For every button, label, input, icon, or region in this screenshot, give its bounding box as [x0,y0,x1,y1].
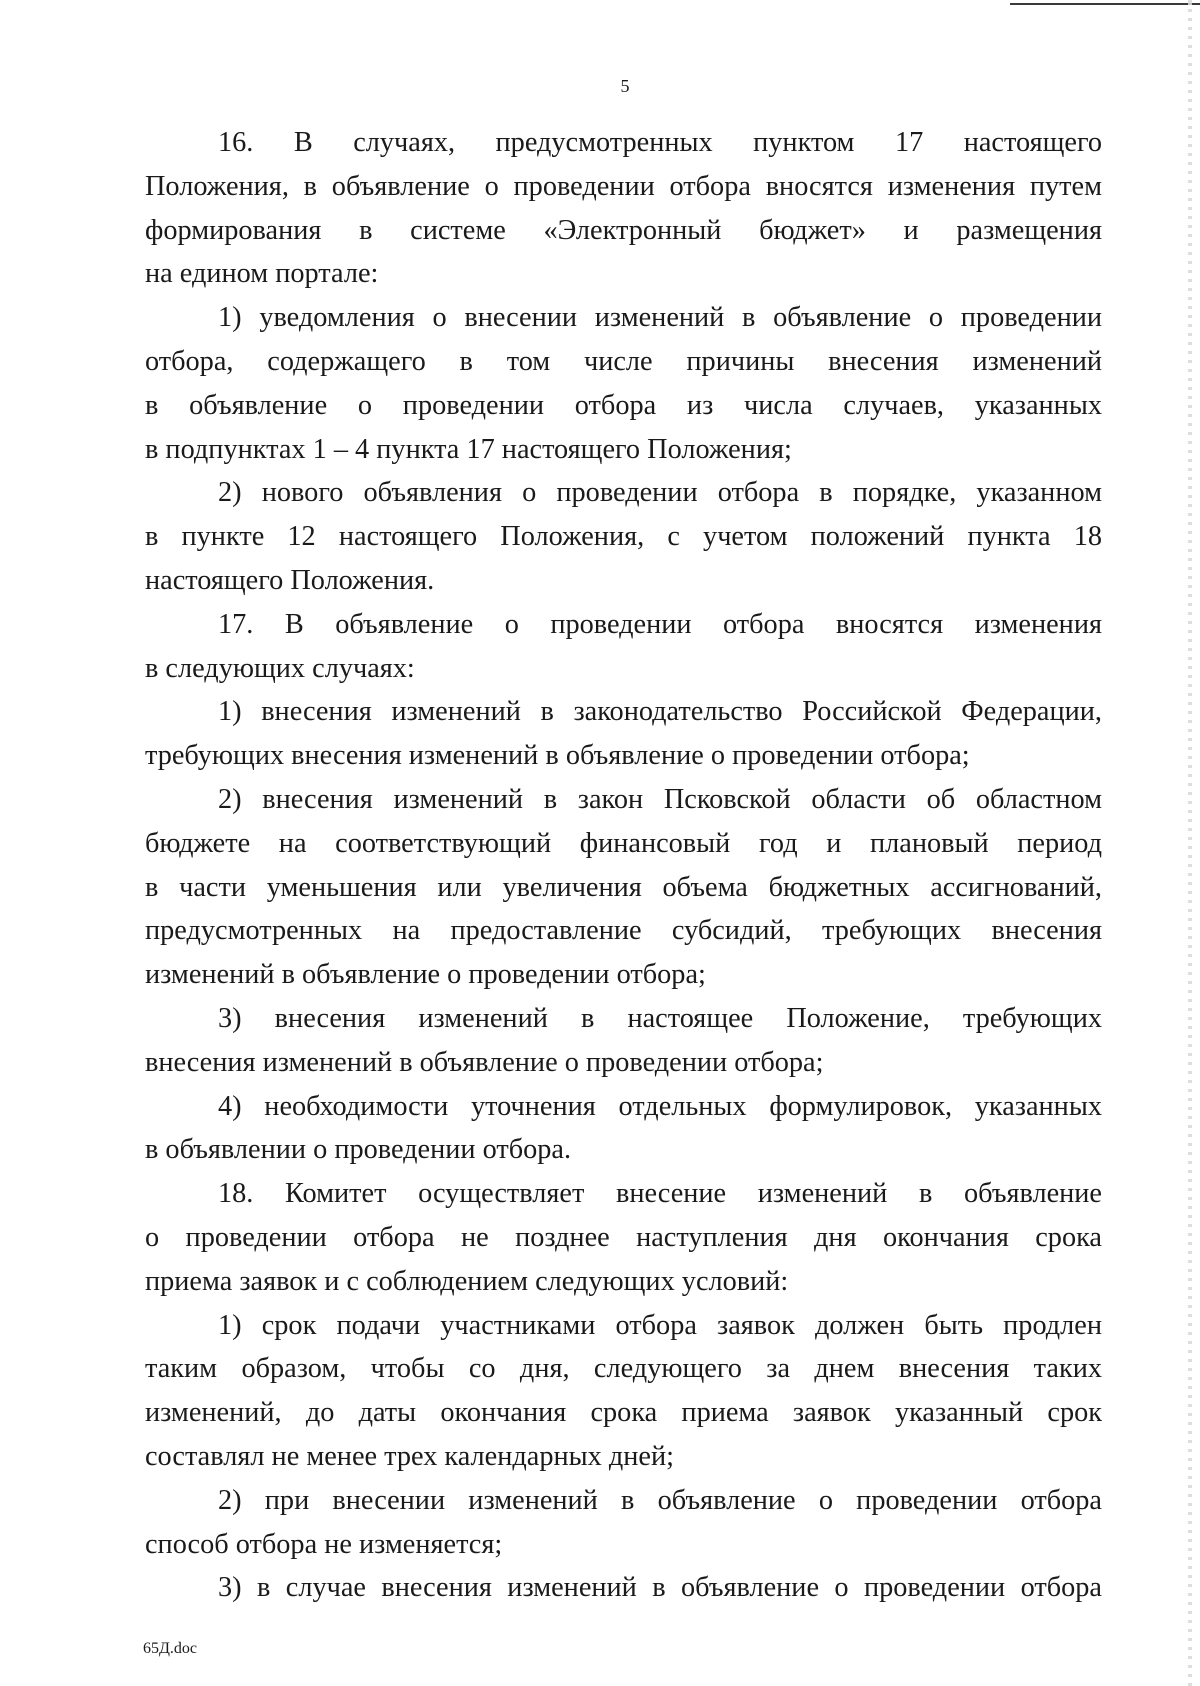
paragraph-line: способ отбора не изменяется; [145,1528,503,1560]
paragraph-line: изменений в объявление о проведении отбора; [145,959,706,991]
paragraph-line: формирования в системе «Электронный бюджет» и размещения [145,214,1102,246]
paragraph-line: приема заявок и с соблюдением следующих условий: [145,1265,789,1297]
paragraph [145,690,1102,778]
paragraph-line: внесения изменений в объявление о проведении отбора; [145,1046,824,1078]
paragraph-line: изменений, до даты окончания срока приема заявок указанный срок [145,1397,1102,1429]
paragraph-line: 2) внесения изменений в закон Псковской области об областном [218,783,1102,815]
page-number: 5 [620,76,630,96]
paragraph-line: 3) внесения изменений в настоящее Положение, требующих [218,1002,1102,1034]
paragraph-line: Положения, в объявление о проведении отбора вносятся изменения путем [145,170,1102,202]
paragraph-line: 1) уведомления о внесении изменений в объявление о проведении [218,302,1102,334]
paragraph [145,1479,1102,1567]
scan-edge-right-noise [1188,0,1192,1686]
paragraph-line: 2) при внесении изменений в объявление о проведении отбора [218,1484,1102,1516]
paragraph-line: составлял не менее трех календарных дней; [145,1440,674,1472]
paragraph-line: 1) внесения изменений в законодательство Российской Федерации, [218,696,1102,728]
paragraph-line: 16. В случаях, предусмотренных пунктом 17 настоящего [218,127,1102,158]
paragraph-line: требующих внесения изменений в объявление о проведении отбора; [145,740,970,772]
paragraph-line: в части уменьшения или увеличения объема бюджетных ассигнований, [145,871,1102,903]
paragraph-line: в пункте 12 настоящего Положения, с учетом положений пункта 18 [145,521,1102,553]
paragraph-line: в следующих случаях: [145,652,415,684]
paragraph [145,1085,1102,1173]
paragraph-line: 4) необходимости уточнения отдельных формулировок, указанных [218,1090,1102,1122]
paragraph [145,778,1102,997]
paragraph-line: таким образом, чтобы со дня, следующего за днем внесения таких [145,1353,1102,1385]
paragraph [145,471,1102,602]
paragraph [145,997,1102,1085]
paragraph-line: 17. В объявление о проведении отбора вносятся изменения [218,608,1102,640]
paragraph [145,1304,1102,1479]
paragraph [145,1172,1102,1303]
paragraph [145,296,1102,471]
scan-edge-top-line [1010,3,1200,5]
paragraph [145,603,1102,691]
paragraph [145,121,1102,296]
paragraph-line: бюджете на соответствующий финансовый год и плановый период [145,827,1102,859]
paragraph-line: в объявлении о проведении отбора. [145,1134,572,1166]
paragraph-line: 3) в случае внесения изменений в объявление о проведении отбора [218,1572,1102,1604]
paragraph-line: о проведении отбора не позднее наступления дня окончания срока [145,1221,1102,1253]
paragraph-line: на едином портале: [145,258,379,290]
paragraph-line: настоящего Положения. [145,564,435,596]
paragraph-line: предусмотренных на предоставление субсидий, требующих внесения [145,915,1102,947]
paragraph-line: 2) нового объявления о проведении отбора в порядке, указанном [218,477,1102,509]
paragraph [145,1566,1102,1610]
paragraph-line: в подпунктах 1 – 4 пункта 17 настоящего Положения; [145,433,792,465]
paragraph-line: отбора, содержащего в том числе причины внесения изменений [145,345,1102,377]
paragraph-line: 18. Комитет осуществляет внесение изменений в объявление [218,1178,1102,1210]
document-body [145,121,1102,1610]
paragraph-line: 1) срок подачи участниками отбора заявок должен быть продлен [218,1309,1102,1341]
footer-filename: 65Д.doc [143,1640,198,1657]
paragraph-line: в объявление о проведении отбора из числа случаев, указанных [145,389,1102,421]
